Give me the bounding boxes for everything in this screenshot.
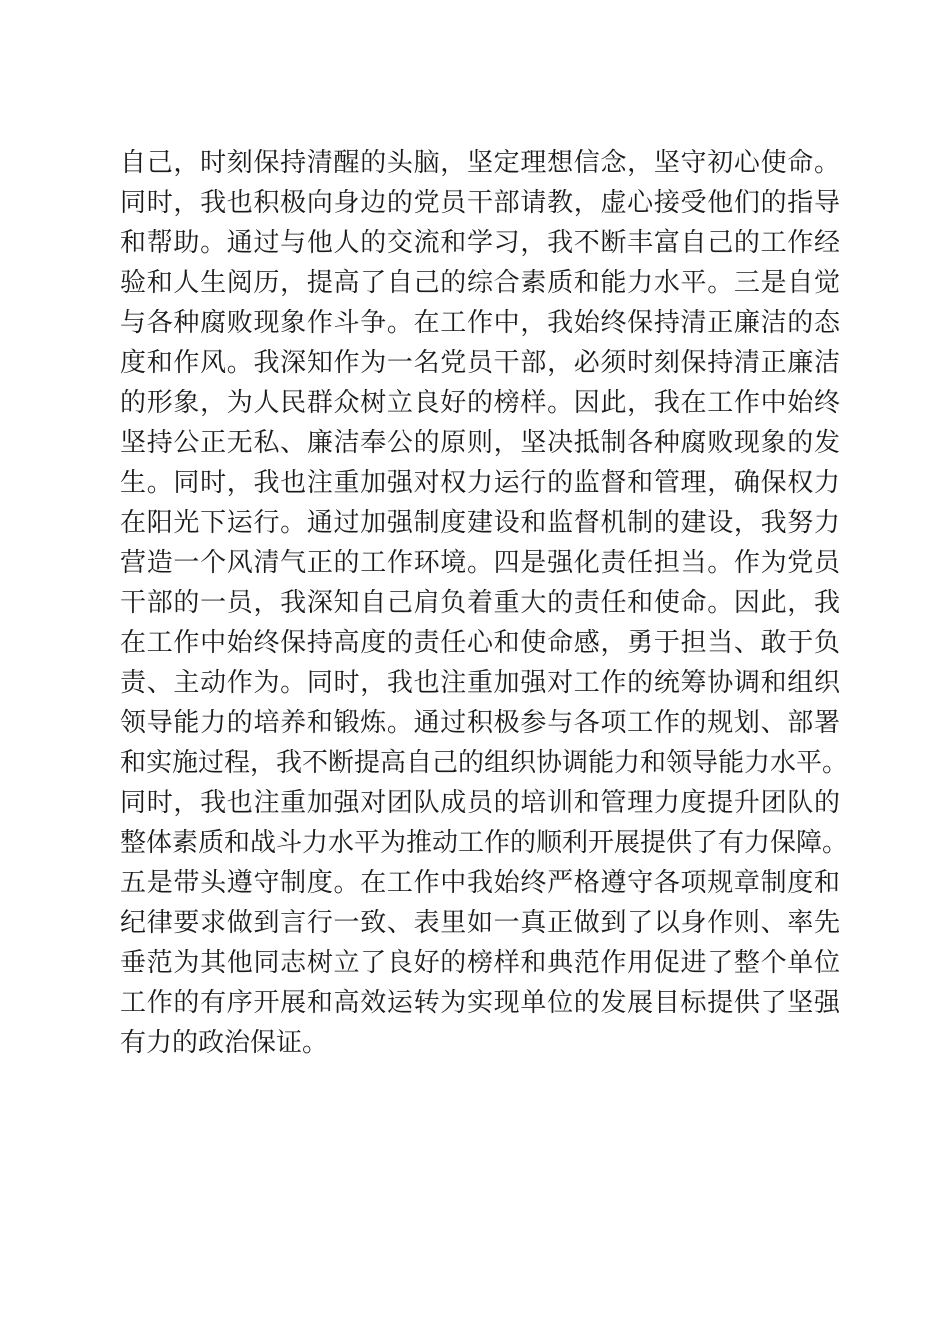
text-line: 坚持公正无私、廉洁奉公的原则，坚决抵制各种腐败现象的发 [120,428,840,458]
text-line: 垂范为其他同志树立了良好的榜样和典范作用促进了整个单位 [120,948,840,978]
text-line: 和实施过程，我不断提高自己的组织协调能力和领导能力水平。 [120,748,849,778]
text-line: 和帮助。通过与他人的交流和学习，我不断丰富自己的工作经 [120,228,840,258]
text-line: 领导能力的培养和锻炼。通过积极参与各项工作的规划、部署 [120,708,840,738]
text-line: 同时，我也注重加强对团队成员的培训和管理力度提升团队的 [120,788,840,818]
text-line: 责、主动作为。同时，我也注重加强对工作的统筹协调和组织 [120,668,840,698]
text-line: 自己，时刻保持清醒的头脑，坚定理想信念，坚守初心使命。 [120,148,840,178]
text-line: 验和人生阅历，提高了自己的综合素质和能力水平。三是自觉 [120,268,840,298]
text-line: 工作的有序开展和高效运转为实现单位的发展目标提供了坚强 [120,988,840,1018]
text-line: 生。同时，我也注重加强对权力运行的监督和管理，确保权力 [120,468,840,498]
text-line: 与各种腐败现象作斗争。在工作中，我始终保持清正廉洁的态 [120,308,840,338]
text-line: 的形象，为人民群众树立良好的榜样。因此，我在工作中始终 [120,388,840,418]
body-text [120,143,849,1063]
text-line: 度和作风。我深知作为一名党员干部，必须时刻保持清正廉洁 [120,348,840,378]
text-line: 五是带头遵守制度。在工作中我始终严格遵守各项规章制度和 [120,868,840,898]
text-line: 纪律要求做到言行一致、表里如一真正做到了以身作则、率先 [120,908,840,938]
text-line-last: 有力的政治保证。 [120,1028,329,1058]
text-line: 营造一个风清气正的工作环境。四是强化责任担当。作为党员 [120,548,840,578]
text-line: 在阳光下运行。通过加强制度建设和监督机制的建设，我努力 [120,508,840,538]
text-line: 整体素质和战斗力水平为推动工作的顺利开展提供了有力保障。 [120,828,849,858]
text-line: 同时，我也积极向身边的党员干部请教，虚心接受他们的指导 [120,188,840,218]
text-line: 干部的一员，我深知自己肩负着重大的责任和使命。因此，我 [120,588,840,618]
text-line: 在工作中始终保持高度的责任心和使命感，勇于担当、敢于负 [120,628,840,658]
